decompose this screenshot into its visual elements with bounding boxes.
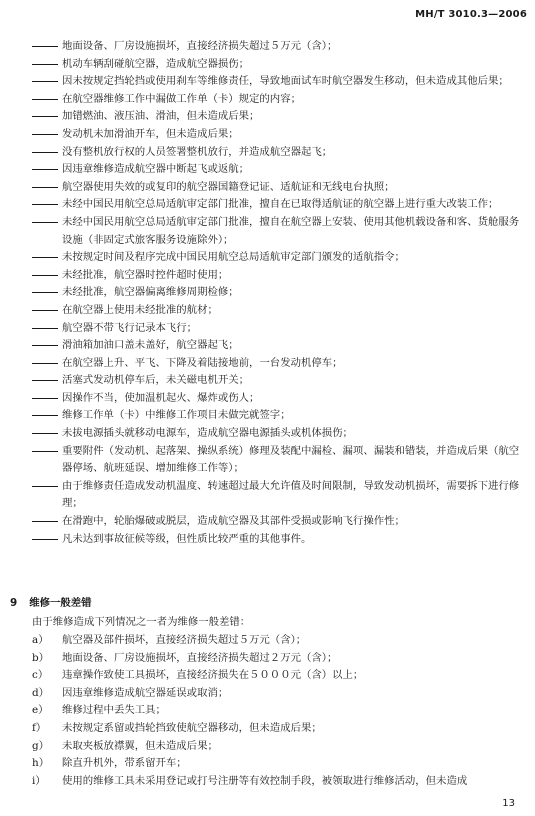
dash-marker [32, 345, 58, 346]
list-item-text: 重要附件（发动机、起落架、操纵系统）修理及装配中漏检、漏项、漏装和错装，并造成后果（航空器停场、航班延误、增加维修工作等）； [62, 444, 520, 475]
dash-marker [32, 222, 58, 223]
dash-marker [32, 275, 58, 276]
dash-marker [32, 539, 58, 540]
list-item [32, 38, 522, 56]
item-marker: h） [32, 757, 50, 770]
dash-marker [32, 328, 58, 329]
list-item-text: 在航空器维修工作中漏做工作单（卡）规定的内容； [62, 92, 301, 105]
list-item-text: 在航空器上使用未经批准的航材； [62, 303, 218, 316]
list-item [32, 355, 522, 373]
list-item [32, 196, 522, 214]
item-text: 使用的维修工具未采用登记或打号注册等有效控制手段，被领取进行维修活动，但未造成 [62, 774, 468, 787]
dash-marker [32, 451, 58, 452]
dash-marker [32, 398, 58, 399]
list-item-text: 地面设备、厂房设施损坏，直接经济损失超过５万元（含）； [62, 40, 338, 52]
dash-marker [32, 64, 58, 65]
list-item-text: 维修工作单（卡）中维修工作项目未做完就签字； [62, 409, 291, 422]
item-marker: e） [32, 704, 49, 717]
list-item-text: 在航空器上升、平飞、下降及着陆接地前，一台发动机停车； [62, 356, 343, 369]
list-item [32, 73, 522, 91]
dash-marker [32, 204, 58, 205]
list-item-text: 由于维修责任造成发动机温度、转速超过最大允许值及时间限制，导致发动机损坏，需要拆下进行修理； [62, 479, 520, 510]
ordered-list-item [32, 773, 522, 791]
dash-marker [32, 415, 58, 416]
list-item [32, 108, 522, 126]
list-item [32, 443, 522, 478]
dash-marker [32, 380, 58, 381]
item-text: 维修过程中丢失工具； [62, 704, 166, 717]
list-item [32, 390, 522, 408]
dash-marker [32, 169, 58, 170]
list-item [32, 302, 522, 320]
ordered-list-item [32, 650, 522, 668]
ordered-list-item [32, 685, 522, 703]
dash-list [32, 38, 522, 548]
list-item-text: 活塞式发动机停车后，未关磁电机开关； [62, 374, 250, 387]
dash-marker [32, 521, 58, 522]
item-marker: f） [32, 721, 47, 734]
list-item [32, 284, 522, 302]
dash-marker [32, 81, 58, 82]
dash-marker [32, 116, 58, 117]
list-item [32, 179, 522, 197]
list-item [32, 407, 522, 425]
dash-marker [32, 152, 58, 153]
ordered-list-item [32, 667, 522, 685]
item-marker: i） [32, 774, 46, 787]
list-item-text: 滑油箱加油口盖未盖好，航空器起飞； [62, 339, 239, 352]
dash-marker [32, 46, 58, 47]
dash-marker [32, 257, 58, 258]
ordered-list-item [32, 755, 522, 773]
list-item-text: 加错燃油、液压油、滑油，但未造成后果； [62, 110, 260, 123]
item-text: 未取夹板放襟翼，但未造成后果； [62, 739, 218, 752]
item-text: 航空器及部件损坏，直接经济损失超过５万元（含）； [62, 634, 307, 646]
dash-marker [32, 99, 58, 100]
dash-marker [32, 363, 58, 364]
item-marker: d） [32, 686, 50, 699]
section-intro: 由于维修造成下列情况之一者为维修一般差错： [32, 616, 251, 628]
list-item [32, 320, 522, 338]
dash-marker [32, 187, 58, 188]
item-text: 未按规定系留或挡轮挡致使航空器移动，但未造成后果； [62, 721, 322, 734]
list-item [32, 91, 522, 109]
list-item [32, 214, 522, 249]
list-item [32, 267, 522, 285]
list-item-text: 航空器不带飞行记录本飞行； [62, 321, 198, 334]
list-item-text: 凡未达到事故征候等级，但性质比较严重的其他事件。 [62, 532, 312, 545]
list-item [32, 126, 522, 144]
list-item-text: 未经中国民用航空总局适航审定部门批准，擅自在已取得适航证的航空器上进行重大改装工作； [62, 198, 499, 211]
list-item [32, 531, 522, 549]
dash-marker [32, 310, 58, 311]
list-item [32, 144, 522, 162]
item-text: 除直升机外，带系留开车； [62, 757, 187, 770]
section-title: 维修一般差错 [29, 597, 92, 609]
list-item [32, 478, 522, 513]
list-item-text: 因违章维修造成航空器中断起飞或返航； [62, 163, 250, 176]
list-item [32, 249, 522, 267]
list-item-text: 因未按规定挡轮挡或使用刹车等维修责任，导致地面试车时航空器发生移动，但未造成其他后果； [62, 75, 509, 88]
list-item-text: 未经批准，航空器偏离维修周期检修； [62, 286, 239, 299]
dash-marker [32, 292, 58, 293]
list-item [32, 513, 522, 531]
item-text: 地面设备、厂房设施损坏，直接经济损失超过２万元（含）； [62, 651, 338, 664]
ordered-list-item [32, 738, 522, 756]
item-text: 因违章维修造成航空器延误或取消； [62, 686, 229, 699]
item-marker: a） [32, 634, 49, 646]
list-item-text: 未按规定时间及程序完成中国民用航空总局适航审定部门颁发的适航指令； [62, 251, 405, 264]
section-heading [10, 595, 92, 613]
page-number: 13 [502, 798, 515, 809]
list-item-text: 在滑跑中，轮胎爆破或脱层，造成航空器及其部件受损或影响飞行操作性； [62, 515, 405, 528]
item-marker: b） [32, 651, 50, 664]
list-item-text: 机动车辆刮碰航空器，造成航空器损伤； [62, 57, 250, 70]
list-item-text: 未经批准，航空器时控件超时使用； [62, 268, 229, 281]
dash-marker [32, 134, 58, 135]
dash-marker [32, 486, 58, 487]
list-item-text: 航空器使用失效的或复印的航空器国籍登记证、适航证和无线电台执照； [62, 180, 395, 193]
list-item-text: 未拔电源插头就移动电源车，造成航空器电源插头或机体损伤； [62, 427, 353, 440]
list-item [32, 161, 522, 179]
ordered-list-item [32, 720, 522, 738]
list-item [32, 372, 522, 390]
list-item [32, 425, 522, 443]
list-item-text: 因操作不当，使加温机起火、爆炸或伤人； [62, 391, 260, 404]
section-number: 9 [10, 597, 18, 609]
ordered-list [32, 632, 522, 790]
list-item [32, 56, 522, 74]
list-item [32, 337, 522, 355]
item-marker: g） [32, 739, 50, 752]
item-text: 违章操作致使工具损坏，直接经济损失在５０００元（含）以上； [62, 669, 364, 682]
list-item-text: 发动机未加滑油开车，但未造成后果； [62, 127, 239, 140]
list-item-text: 没有整机放行权的人员签署整机放行，并造成航空器起飞； [62, 145, 333, 158]
dash-marker [32, 433, 58, 434]
ordered-list-item [32, 702, 522, 720]
item-marker: c） [32, 669, 49, 682]
list-item-text: 未经中国民用航空总局适航审定部门批准，擅自在航空器上安装、使用其他机载设备和客、货舱服务设施（非固定式旅客服务设施除外）； [62, 215, 520, 246]
ordered-list-item [32, 632, 522, 650]
standard-code-header: MH/T 3010.3—2006 [415, 9, 527, 20]
